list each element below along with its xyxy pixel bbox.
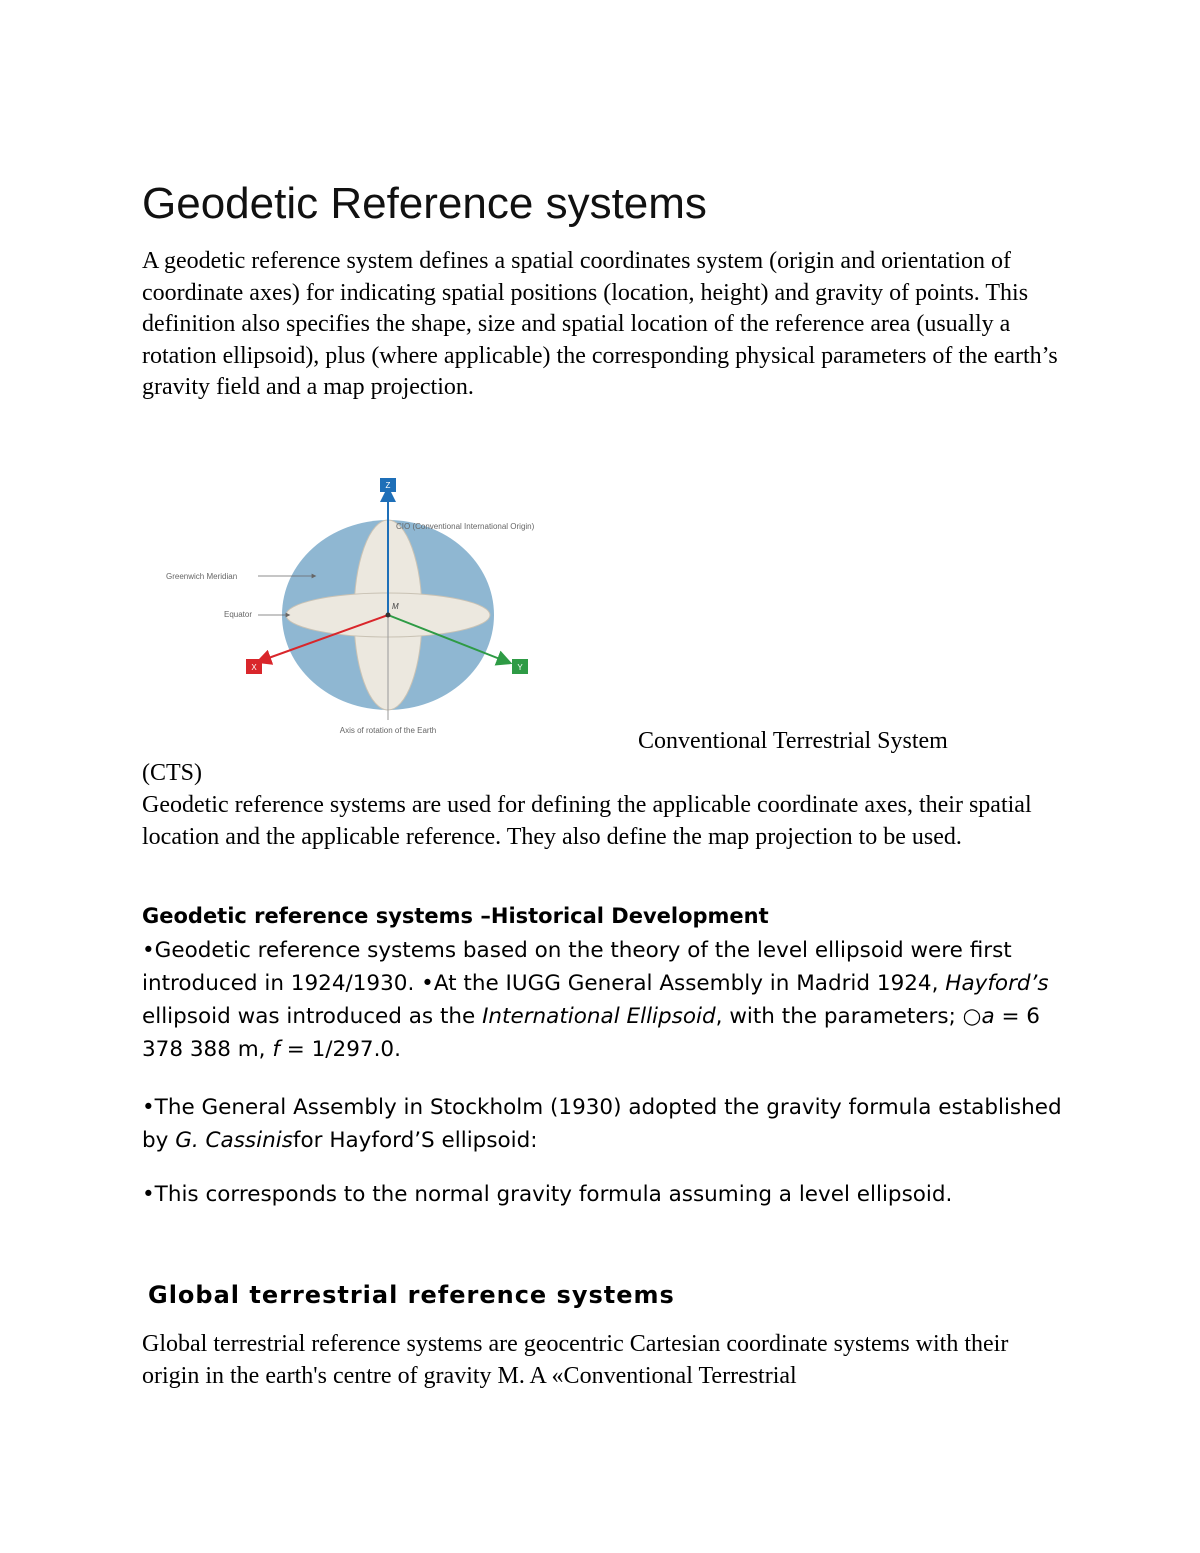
greenwich-label: Greenwich Meridian [166,572,238,581]
bullet-3: •This corresponds to the normal gravity formula assuming a level ellipsoid. [142,1182,953,1207]
figure-caption-continued: (CTS) [142,760,202,786]
equator-label: Equator [224,610,253,619]
figure-caption: Conventional Terrestrial System [638,728,948,754]
z-axis-label: Z [385,481,391,490]
bullet-1: •Geodetic reference systems based on the theory of the level ellipsoid were first introduced in 1924/1930. •At the IUGG General Assembly in Madrid 1924, Hayford’s ellipsoid was introduced as the International Ellipsoid, with the parameters; ○a = 6 378 388 m, f = 1/297.0. [142,938,1049,1062]
section-heading-historical: Geodetic reference systems –Historical Development [142,904,769,928]
paragraph-2: Geodetic reference systems are used for defining the applicable coordinate axes, their spatial location and the applicable reference. They also define the map projection to be used. [142,792,1032,850]
center-label: M [392,602,399,611]
x-axis-label: X [251,663,257,672]
page-title: Geodetic Reference systems [142,179,707,228]
paragraph-3: Global terrestrial reference systems are geocentric Cartesian coordinate systems with their origin in the earth's centre of gravity M. A «Conventional Terrestrial [142,1331,1009,1389]
y-axis-label: Y [517,663,523,672]
rotation-axis-label: Axis of rotation of the Earth [339,726,437,735]
center-point [386,613,391,618]
intro-paragraph: A geodetic reference system defines a spatial coordinates system (origin and orientation of coordinate axes) for indicating spatial positions (location, height) and gravity of points. This definition also specifies the shape, size and spatial location of the reference area (usually a rotation ellipsoid), plus (where applicable) the corresponding physical parameters of the earth’s gravity field and a map projection. [142,248,1058,400]
cio-label: CIO (Conventional International Origin) [396,522,535,531]
bullet-2: •The General Assembly in Stockholm (1930) adopted the gravity formula established by G. Cassinisfor Hayford’S ellipsoid: [142,1095,1062,1153]
cts-diagram [160,470,580,745]
section-heading-global: Global terrestrial reference systems [148,1281,675,1309]
